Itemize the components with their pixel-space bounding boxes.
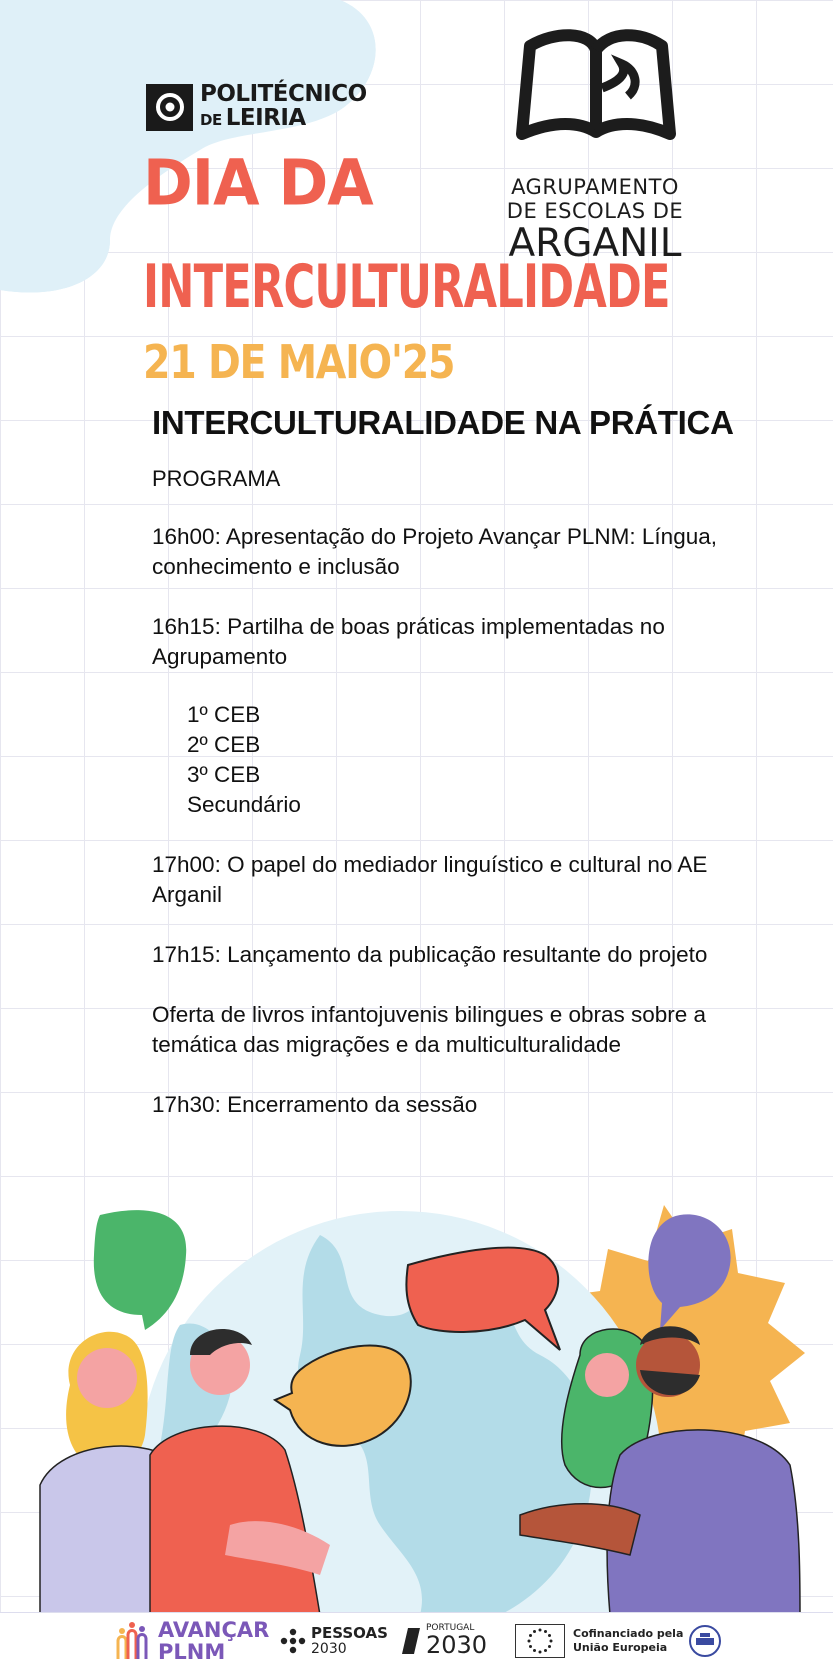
avancar-plnm-logo: [112, 1613, 269, 1668]
program-text: Lançamento da publicação resultante do projeto: [220, 942, 708, 967]
program-time: 16h15:: [152, 614, 221, 639]
program-time: 17h30: [152, 1092, 215, 1117]
person-hijab-face: [585, 1353, 629, 1397]
program-text: : Encerramento da sessão: [214, 1092, 478, 1117]
agrupamento-line2: DE ESCOLAS DE: [506, 199, 684, 223]
agrupamento-arganil-logo: [505, 26, 685, 265]
pessoas-text: [311, 1625, 388, 1657]
program-text: Apresentação do Projeto Avançar PLNM: Língua, conhecimento e inclusão: [152, 524, 717, 579]
program-content: [152, 404, 752, 1150]
intercultural-illustration: [0, 1195, 833, 1615]
politecnico-text: [200, 82, 367, 132]
portugal-text: [426, 1624, 487, 1657]
eu-line1: Cofinanciado pela: [573, 1626, 684, 1640]
eu-cofinanced-logo: [515, 1613, 683, 1668]
program-item: [152, 1000, 752, 1060]
program-text: Oferta de livros infantojuvenis bilingues e obras sobre a temática das migrações e da multiculturalidade: [152, 1002, 707, 1057]
eu-line2: União Europeia: [573, 1640, 668, 1654]
avancar-text: [158, 1619, 269, 1663]
avancar-line2: PLNM: [158, 1639, 226, 1664]
eu-text: [573, 1627, 683, 1655]
pessoas-2030-logo: [280, 1613, 388, 1668]
title-line2: INTERCULTURALIDADE: [143, 252, 670, 322]
level-item: 2º CEB: [187, 732, 261, 757]
avancar-line1: AVANÇAR: [158, 1617, 270, 1642]
levels-list: [187, 700, 752, 820]
eu-flag-icon: [515, 1624, 565, 1658]
agrupamento-line3: ARGANIL: [508, 221, 682, 266]
green-speech-bubble: [94, 1210, 186, 1330]
portugal-big: 2030: [426, 1631, 488, 1659]
subtitle: INTERCULTURALIDADE NA PRÁTICA: [152, 404, 734, 441]
pessoas-line2: 2030: [311, 1640, 347, 1657]
program-item: [152, 940, 752, 970]
title-line1: DIA DA: [143, 147, 373, 221]
level-item: 1º CEB: [187, 702, 261, 727]
program-item: [152, 522, 752, 582]
pessoas-dots-icon: [280, 1628, 306, 1654]
person-woman-face: [77, 1348, 137, 1408]
program-text: O papel do mediador linguístico e cultural no AE Arganil: [152, 852, 708, 907]
pessoas-line1: PESSOAS: [311, 1623, 388, 1642]
footer-logos: [0, 1612, 833, 1668]
program-time: 16h00:: [152, 524, 221, 549]
program-item: [152, 850, 752, 910]
program-time: 17h00:: [152, 852, 221, 877]
government-seal-icon: [688, 1613, 722, 1668]
program-heading: PROGRAMA: [152, 466, 281, 491]
portugal-2030-logo: [400, 1613, 487, 1668]
program-time: 17h15:: [152, 942, 221, 967]
portugal-mark-icon: [400, 1626, 422, 1656]
politecnico-leiria-logo: [146, 82, 367, 132]
portugal-small: PORTUGAL: [426, 1623, 475, 1633]
politecnico-de: DE: [200, 111, 222, 129]
program-item: [152, 1090, 752, 1120]
event-date: 21 DE MAIO'25: [143, 335, 455, 389]
program-text: Partilha de boas práticas implementadas no Agrupamento: [152, 614, 665, 669]
level-item: 3º CEB: [187, 762, 261, 787]
level-item: Secundário: [187, 792, 301, 817]
politecnico-leiria: LEIRIA: [225, 105, 306, 131]
politecnico-eye-icon: [146, 84, 193, 131]
program-item: [152, 612, 752, 672]
agrupamento-line1: AGRUPAMENTO: [511, 175, 679, 199]
politecnico-line2: [200, 106, 367, 132]
open-book-icon: [510, 26, 680, 148]
politecnico-line1: POLITÉCNICO: [200, 81, 367, 107]
people-icon: [112, 1621, 152, 1661]
